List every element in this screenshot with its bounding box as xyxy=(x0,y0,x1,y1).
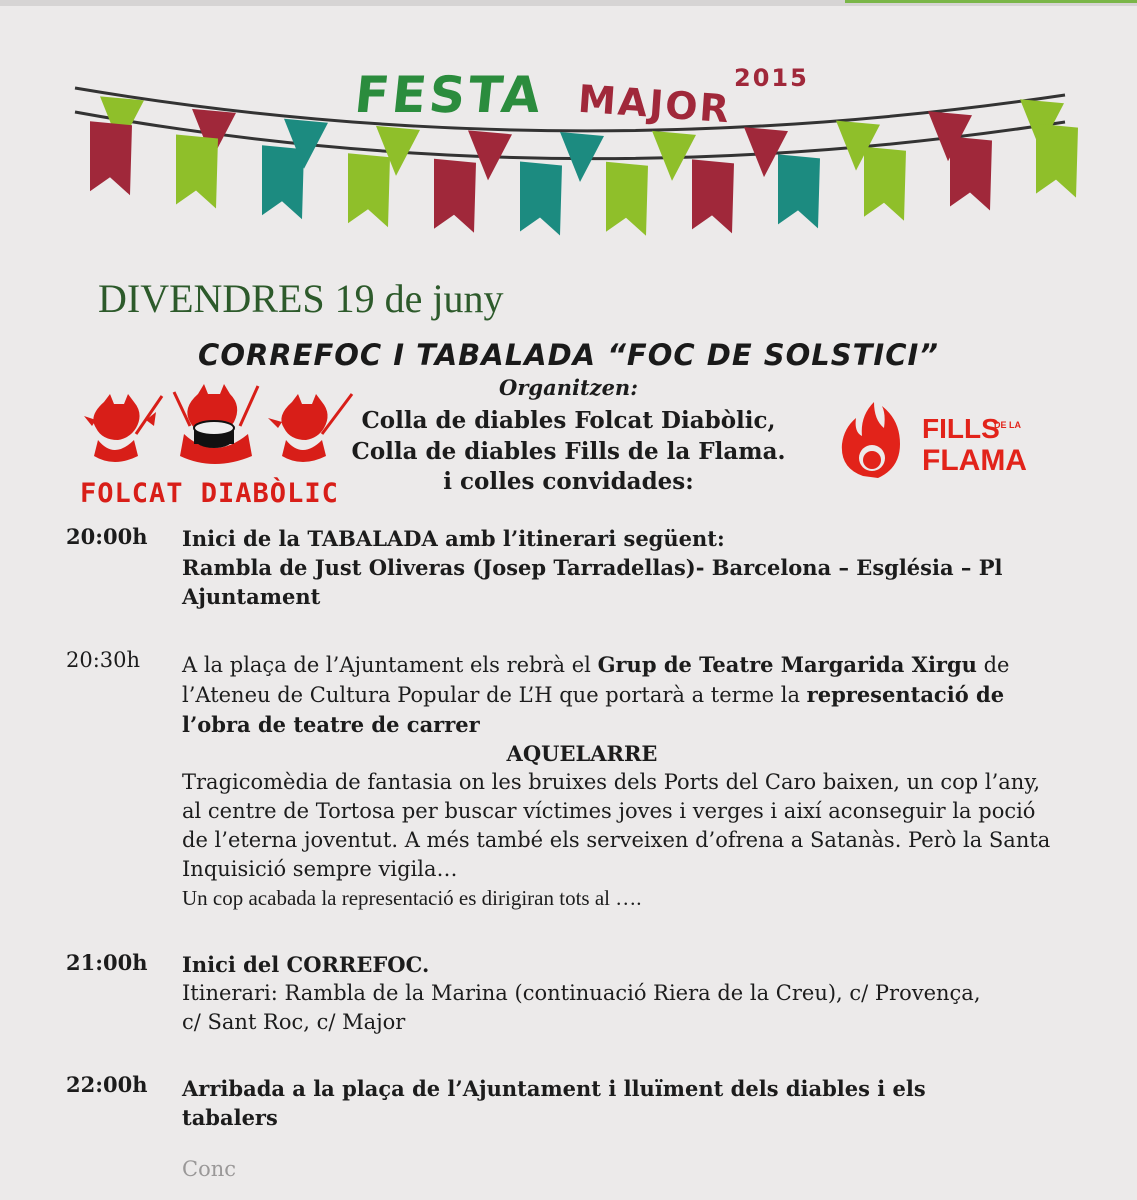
organizer-line: Colla de diables Fills de la Flama. xyxy=(351,438,786,465)
organizers-label: Organitzen: xyxy=(499,375,638,400)
bunting-flag xyxy=(434,159,476,233)
schedule-entry: A la plaça de l’Ajuntament els rebrà el Grup de Teatre Margarida Xirgu de l’Ateneu de Cultura Popular de L’H que portarà a terme la representació de l’obra de teatre de carrer AQUELARRE Tragicomèdia de fantasia on les bruixes dels Ports del Caro baixen, un cop l’any, al centre de Tortosa per buscar víctimes joves i verges i així aconseguir la poció de l’eterna joventut. A més també els serveixen d’ofrena a Satanàs. Però la Santa Inquisició sempre vigila… Un cop acabada la representació es dirigiran tots al …. xyxy=(182,650,1072,913)
bunting-flag xyxy=(950,136,992,210)
schedule-time: 21:00h xyxy=(66,950,148,975)
bunting-flag xyxy=(606,162,648,236)
cut-off-text: Conc xyxy=(182,1157,236,1177)
fills-logo-text: FILLS xyxy=(922,413,1000,444)
fills-logo-small: DE LA xyxy=(994,420,1021,430)
major-title: MAJOR xyxy=(576,76,733,132)
bunting-flag xyxy=(560,132,604,182)
bunting-flag xyxy=(864,147,906,221)
schedule-time: 20:30h xyxy=(66,648,141,672)
devil-drummer-icon xyxy=(74,372,364,472)
bunting-flag xyxy=(692,159,734,233)
schedule-entry: Arribada a la plaça de l’Ajuntament i lluïment dels diables i els tabalers xyxy=(182,1076,926,1130)
schedule-entry: Inici del CORREFOC. Itinerari: Rambla de la Marina (continuació Riera de la Creu), c/ Provença, c/ Sant Roc, c/ Major xyxy=(182,952,981,1034)
bunting-flag xyxy=(90,121,132,195)
bunting-flag xyxy=(520,162,562,236)
bunting-banner xyxy=(60,60,1080,250)
organizer-line: i colles convidades: xyxy=(443,468,694,495)
schedule-time: 20:00h xyxy=(66,524,148,549)
day-heading: DIVENDRES 19 de juny xyxy=(98,276,504,321)
play-title: AQUELARRE xyxy=(506,741,658,766)
schedule-entry: Inici de la TABALADA amb l’itinerari següent: Rambla de Just Oliveras (Josep Tarradellas)- Barcelona – Església – Pl Ajuntament xyxy=(182,526,1003,609)
organizer-line: Colla de diables Folcat Diabòlic, xyxy=(361,407,776,434)
schedule-time: 22:00h xyxy=(66,1072,148,1097)
event-title: CORREFOC I TABALADA “FOC DE SOLSTICI” xyxy=(198,338,939,372)
flame-icon xyxy=(838,398,1028,488)
year-title: 2015 xyxy=(734,64,809,92)
bunting-flag xyxy=(1036,124,1078,198)
bunting-flag xyxy=(348,153,390,227)
bunting-flag xyxy=(778,154,820,228)
folcat-logo-text: FOLCAT DIABÒLIC xyxy=(80,478,339,509)
bunting-flag xyxy=(176,135,218,209)
festa-title: FESTA xyxy=(351,66,547,124)
fills-logo-text: FLAMA xyxy=(922,444,1027,477)
bunting-flag xyxy=(262,145,304,219)
top-edge xyxy=(0,0,1137,6)
